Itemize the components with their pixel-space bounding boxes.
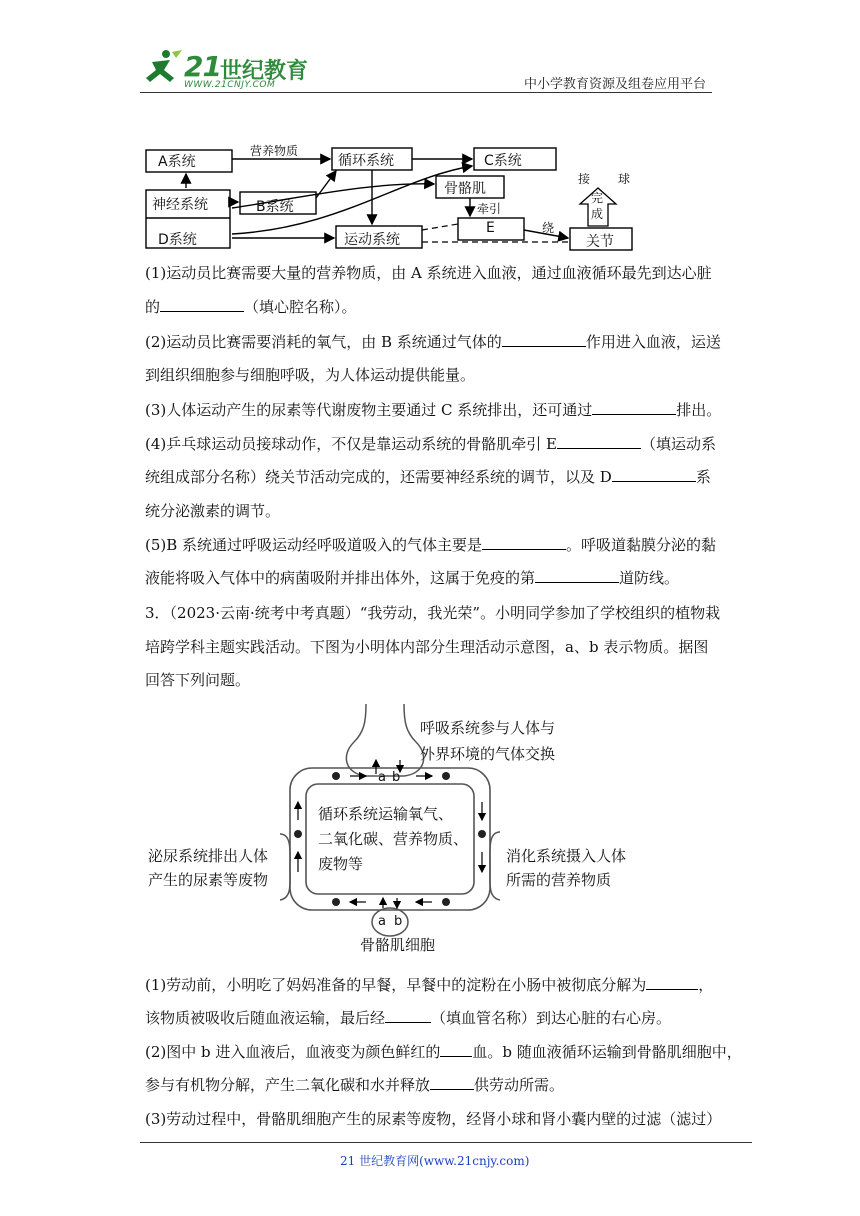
footer-text[interactable]: 21 世纪教育网(www.21cnjy.com) <box>340 1154 530 1168</box>
q3-part1-line1: (1)劳动前，小明吃了妈妈准备的早餐，早餐中的淀粉在小肠中被彻底分解为 ， <box>145 976 714 994</box>
q2-part3-line1: (3)人体运动产生的尿素等代谢废物主要通过 C 系统排出，还可通过 排出。 <box>145 401 722 419</box>
top-b-label: b <box>392 770 401 785</box>
q3-intro-line2: 培跨学科主题实践活动。下图为小明体内部分生理活动示意图，a、b 表示物质。据图 <box>145 638 709 656</box>
pull-label: 牵引 <box>477 202 502 216</box>
b-system-label: B系统 <box>256 199 294 215</box>
q2-part5-line1: (5)B 系统通过呼吸运动经呼吸道吸入的气体主要是 。呼吸道黏膜分泌的黏 <box>145 536 717 554</box>
urinary-label-1: 泌尿系统排出人体 <box>148 847 269 865</box>
q3-part3-line1: (3)劳动过程中，骨骼肌细胞产生的尿素等废物，经肾小球和肾小囊内壁的过滤（滤过） <box>145 1110 722 1128</box>
digestive-label-1: 消化系统摄入人体 <box>506 847 627 865</box>
nutrients-label: 营养物质 <box>250 144 299 158</box>
header-rule <box>140 92 712 93</box>
lung-shape <box>346 704 423 776</box>
site-logo <box>140 40 310 92</box>
runner-logo-icon <box>140 48 184 88</box>
q2-part2-line2: 到组织细胞参与细胞呼吸，为人体运动提供能量。 <box>145 366 476 384</box>
q2-part2-line1: (2)运动员比赛需要消耗的氧气，由 B 系统通过气体的 作用进入血液，运送 <box>145 333 721 351</box>
answer-blank[interactable] <box>160 297 244 312</box>
q3-intro-line1: 3．（2023·云南·统考中考真题）“我劳动，我光荣”。小明同学参加了学校组织的植物栽 <box>145 604 721 622</box>
circulation-label-2: 二氧化碳、营养物质、 <box>318 830 469 848</box>
logo-url: WWW.21CNJY.COM <box>184 80 276 90</box>
circulation-label-1: 循环系统运输氧气、 <box>318 805 454 823</box>
a-system-label: A系统 <box>158 154 196 170</box>
answer-blank[interactable] <box>612 467 696 482</box>
nervous-label: 神经系统 <box>152 197 208 213</box>
answer-blank[interactable] <box>502 332 586 347</box>
ball-label: 球 <box>618 172 631 186</box>
digestive-bracket <box>490 832 500 900</box>
urinary-bracket <box>280 834 290 900</box>
footer-rule <box>140 1142 752 1143</box>
motor-label: 运动系统 <box>344 232 400 248</box>
muscle-cell-label: 骨骼肌细胞 <box>360 936 436 954</box>
digestive-label-2: 所需的营养物质 <box>506 871 612 889</box>
complete-label-2: 成 <box>591 207 604 221</box>
catch-label: 接 <box>578 172 591 186</box>
complete-label-1: 完 <box>591 191 604 205</box>
answer-blank[interactable] <box>385 1008 431 1023</box>
circulation-label-3: 废物等 <box>318 855 364 873</box>
logo-text: 世纪教育 <box>220 59 309 84</box>
urinary-label-2: 产生的尿素等废物 <box>148 871 269 889</box>
bottom-a-label: a <box>378 914 386 929</box>
circulation-label: 循环系统 <box>338 153 394 169</box>
answer-blank[interactable] <box>430 1075 474 1090</box>
d-system-label: D系统 <box>158 232 197 248</box>
logo-number: 21 <box>184 50 221 83</box>
q2-part4-line2: 统组成部分名称）绕关节活动完成的，还需要神经系统的调节，以及 D 系 <box>145 468 711 486</box>
q3-part2-line2: 参与有机物分解，产生二氧化碳和水并释放 供劳动所需。 <box>145 1076 565 1094</box>
around-label: 绕 <box>542 221 555 235</box>
q2-part4-line3: 统分泌激素的调节。 <box>145 502 281 520</box>
answer-blank[interactable] <box>482 535 566 550</box>
respiratory-label-1: 呼吸系统参与人体与 <box>420 719 556 737</box>
q3-intro-line3: 回答下列问题。 <box>145 671 251 689</box>
answer-blank[interactable] <box>535 568 619 583</box>
answer-blank[interactable] <box>592 400 676 415</box>
q2-part4-line1: (4)乒乓球运动员接球动作，不仅是靠运动系统的骨骼肌牵引 E （填运动系 <box>145 435 716 453</box>
c-system-label: C系统 <box>484 153 522 169</box>
q3-part2-line1: (2)图中 b 进入血液后，血液变为颜色鲜红的 血。b 随血液循环运输到骨骼肌细胞中， <box>145 1043 742 1061</box>
joint-label: 关节 <box>586 234 614 250</box>
e-label: E <box>486 220 495 236</box>
q2-part5-line2: 液能将吸入气体中的病菌吸附并排出体外，这属于免疫的第 道防线。 <box>145 569 680 587</box>
skeletal-muscle-label: 骨骼肌 <box>444 181 486 197</box>
platform-name: 中小学教育资源及组卷应用平台 <box>524 77 707 92</box>
q2-part1-line1: (1)运动员比赛需要大量的营养物质，由 A 系统进入血液，通过血液循环最先到达心脏 <box>145 264 712 282</box>
q2-part1-line2: 的 （填心腔名称）。 <box>145 298 357 316</box>
q3-part1-line2: 该物质被吸收后随血液运输，最后经 （填血管名称）到达心脏的右心房。 <box>145 1009 672 1027</box>
answer-blank[interactable] <box>440 1042 472 1057</box>
bottom-b-label: b <box>394 914 403 929</box>
answer-blank[interactable] <box>557 434 641 449</box>
respiratory-label-2: 外界环境的气体交换 <box>420 745 556 763</box>
answer-blank[interactable] <box>646 975 698 990</box>
top-a-label: a <box>378 770 386 785</box>
